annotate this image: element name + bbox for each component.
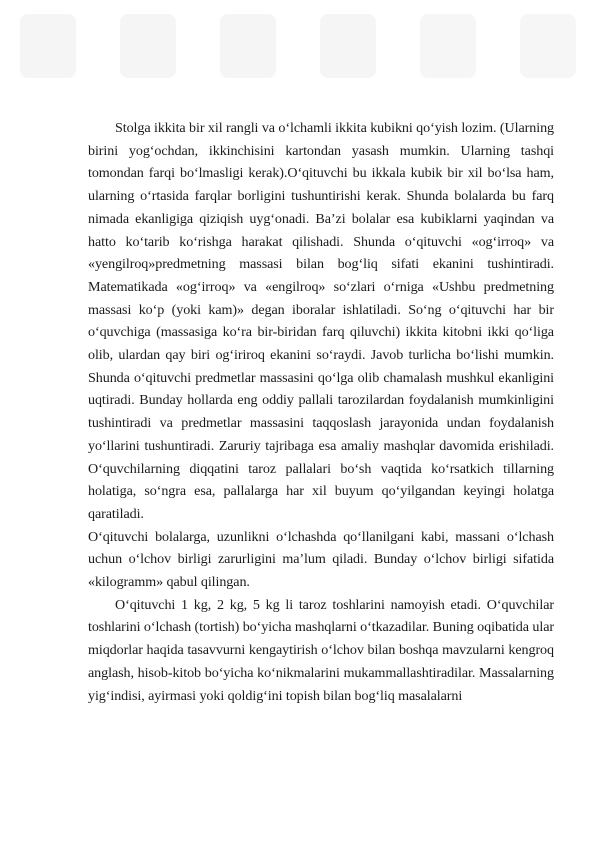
watermark-shape (420, 14, 476, 78)
watermark-shape (320, 14, 376, 78)
watermark (0, 14, 595, 92)
document-body (88, 117, 554, 707)
watermark-shape (520, 14, 576, 78)
watermark-shape (120, 14, 176, 78)
watermark-shape (220, 14, 276, 78)
paragraph-measurement-unit: O‘qituvchi bolalarga, uzunlikni o‘lchashda qo‘llanilgani kabi, massani o‘lchash uchun o‘lchov birligi zarurligini ma’lum qiladi. Bunday o‘lchov birligi sifatida «kilogramm» qabul qilingan. (88, 528, 554, 591)
watermark-shape (20, 14, 76, 78)
paragraph-cube-comparison: Stolga ikkita bir xil rangli va o‘lchamli ikkita kubikni qo‘yish lozim. (Ularning birini yog‘ochdan, ikkinchisini kartondan yasash mumkin. Ularning tashqi tomondan farqi bo‘lmasligi kerak).O‘qituvchi bu ikkala kubik bir xil bo‘lsa ham, ularning o‘rtasida farqlar borligini tushuntirishi kerak. Shunda bolalarda bu farq nimada ekanligiga qiziqish uyg‘onadi. Ba’zi bolalar esa kubiklarni yaqindan va hatto ko‘tarib ko‘rishga harakat qilishadi. Shunda o‘qituvchi «og‘irroq» va «yengilroq»predmetning massasi bilan bog‘liq sifati ekanini tushintiradi. Matematikada «og‘irroq» va «engilroq» so‘zlari o‘rniga «Ushbu predmetning massasi ko‘p (yoki kam)» degan iboralar ishlatiladi. So‘ng o‘qituvchi har bir o‘quvchiga (massasiga ko‘ra bir-biridan farq qiluvchi) ikkita kitobni ikki qo‘liga olib, ulardan qay biri og‘iriroq ekanini so‘raydi. Javob turlicha bo‘lishi mumkin. Shunda o‘qituvchi predmetlar massasini qo‘lga olib chamalash mushkul ekanligini uqtiradi. Bunday hollarda eng oddiy pallali tarozilardan foydalanish mumkinligini tushintiradi va predmetlar massasini taqqoslash jarayonida undan foydalanish yo‘llarini tushuntiradi. Zaruriy tajribaga esa amaliy mashqlar davomida erishiladi. O‘quvchilarning diqqatini taroz pallalari bo‘sh vaqtida ko‘rsatkich tillarning holatiga, so‘ngra esa, pallalarga har xil buyum qo‘yilgandan keyingi holatga qaratiladi. (88, 120, 554, 522)
paragraph-weights-demo: O‘qituvchi 1 kg, 2 kg, 5 kg li taroz toshlarini namoyish etadi. O‘quvchilar toshlarini o‘lchash (tortish) bo‘yicha mashqlarni o‘tkazadilar. Buning oqibatida ular miqdorlar haqida tasavvurni kengaytirish o‘lchov bilan boshqa mavzularni kengroq anglash, hisob-kitob bo‘yicha ko‘nikmalarini mukammallashtiradilar. Massalarning yig‘indisi, ayirmasi yoki qoldig‘ini topish bilan bog‘liq masalalarni (88, 596, 554, 704)
